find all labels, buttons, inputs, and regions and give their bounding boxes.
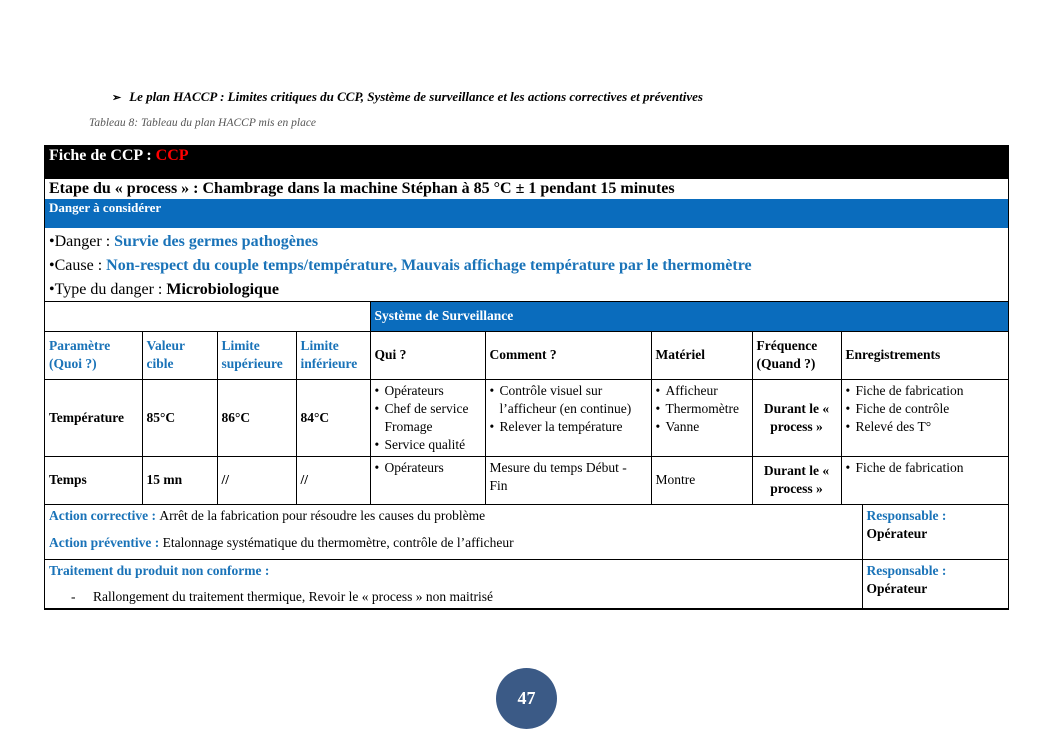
cell-materiel [651, 379, 752, 456]
responsable-value: Opérateur [866, 581, 928, 596]
header-enreg: Enregistrements [841, 331, 1008, 379]
cell-materiel: Montre [651, 456, 752, 504]
table-caption: Tableau 8: Tableau du plan HACCP mis en place [89, 117, 317, 129]
preventive-action [49, 534, 858, 552]
table-row [45, 379, 1008, 456]
list-item: • Thermomètre [656, 400, 748, 418]
header-valeur: Valeur cible [142, 331, 217, 379]
actions-cell [45, 505, 862, 560]
cell-param: Temps [45, 456, 142, 504]
fiche-row [45, 146, 1008, 178]
corrective-action [49, 507, 858, 525]
traitement-label: Traitement du produit non conforme : [49, 563, 270, 578]
cell-valeur: 15 mn [142, 456, 217, 504]
header-materiel: Matériel [651, 331, 752, 379]
cell-enreg [841, 379, 1008, 456]
header-inf: Limite inférieure [296, 331, 370, 379]
list-item: • Afficheur [656, 382, 748, 400]
haccp-table [44, 145, 1009, 610]
cell-qui [370, 456, 485, 504]
fiche-value: CCP [155, 147, 189, 164]
cause-value: Non-respect du couple temps/température, Mauvais affichage température par le thermomètre [106, 257, 752, 274]
header-frequence: Fréquence (Quand ?) [752, 331, 841, 379]
cell-comment: Mesure du temps Début - Fin [485, 456, 651, 504]
list-item: • Service qualité [375, 436, 481, 454]
preventive-text: Etalonnage systématique du thermomètre, contrôle de l’afficheur [162, 534, 514, 550]
header-qui: Qui ? [370, 331, 485, 379]
cell-frequence: Durant le « process » [752, 456, 841, 504]
list-item: • Relevé des T° [846, 418, 1005, 436]
cell-comment [485, 379, 651, 456]
type-label: •Type du danger : [49, 281, 167, 298]
table-row [45, 456, 1008, 504]
surveillance-table [45, 302, 1008, 505]
cell-enreg [841, 456, 1008, 504]
preventive-label: Action préventive : [49, 534, 163, 550]
responsable-value: Opérateur [866, 525, 928, 541]
actions-responsable [862, 505, 1008, 560]
section-heading-text: Le plan HACCP : Limites critiques du CCP, Système de surveillance et les actions correctives et préventives [129, 89, 703, 104]
list-item: • Relever la température [490, 418, 647, 436]
list-item: • Opérateurs [375, 382, 481, 400]
section-heading [112, 89, 703, 105]
list-item: • Contrôle visuel sur l’afficheur (en continue) [490, 382, 647, 418]
surveillance-empty-cell [45, 302, 370, 331]
danger-band: Danger à considérer [45, 199, 1008, 228]
traitement-item [49, 588, 858, 606]
type-line [49, 278, 1004, 302]
header-param: Paramètre (Quoi ?) [45, 331, 142, 379]
fiche-label: Fiche de CCP : [49, 147, 156, 164]
danger-value: Survie des germes pathogènes [114, 233, 319, 250]
corrective-text: Arrêt de la fabrication pour résoudre les causes du problème [159, 507, 486, 523]
surveillance-title: Système de Surveillance [370, 302, 1008, 331]
traitement-responsable [862, 560, 1008, 609]
list-item: • Fiche de fabrication [846, 382, 1005, 400]
cell-qui [370, 379, 485, 456]
list-item: • Fiche de contrôle [846, 400, 1005, 418]
cause-label: •Cause : [49, 257, 107, 274]
danger-label: •Danger : [49, 233, 115, 250]
type-value: Microbiologique [166, 281, 279, 298]
danger-list [45, 228, 1008, 302]
cell-param: Température [45, 379, 142, 456]
danger-line [49, 230, 1004, 254]
etape-row: Etape du « process » : Chambrage dans la machine Stéphan à 85 °C ± 1 pendant 15 minutes [45, 178, 1008, 199]
page-number: 47 [496, 668, 557, 729]
cell-inf: // [296, 456, 370, 504]
actions-table [45, 505, 1008, 610]
traitement-text: Rallongement du traitement thermique, Revoir le « process » non maitrisé [93, 589, 494, 604]
cell-valeur: 85°C [142, 379, 217, 456]
list-item: • Opérateurs [375, 459, 481, 477]
cell-sup: // [217, 456, 296, 504]
header-comment: Comment ? [485, 331, 651, 379]
corrective-label: Action corrective : [49, 507, 160, 523]
responsable-label: Responsable : [866, 563, 947, 578]
cell-inf: 84°C [296, 379, 370, 456]
arrow-bullet-icon: ➢ [112, 92, 122, 104]
responsable-label: Responsable : [866, 507, 947, 523]
cell-frequence: Durant le « process » [752, 379, 841, 456]
cell-sup: 86°C [217, 379, 296, 456]
dash-bullet: - [71, 589, 76, 604]
header-sup: Limite supérieure [217, 331, 296, 379]
list-item: • Chef de service Fromage [375, 400, 481, 436]
traitement-cell [45, 560, 862, 609]
list-item: • Vanne [656, 418, 748, 436]
list-item: • Fiche de fabrication [846, 459, 1005, 477]
cause-line [49, 254, 1004, 278]
